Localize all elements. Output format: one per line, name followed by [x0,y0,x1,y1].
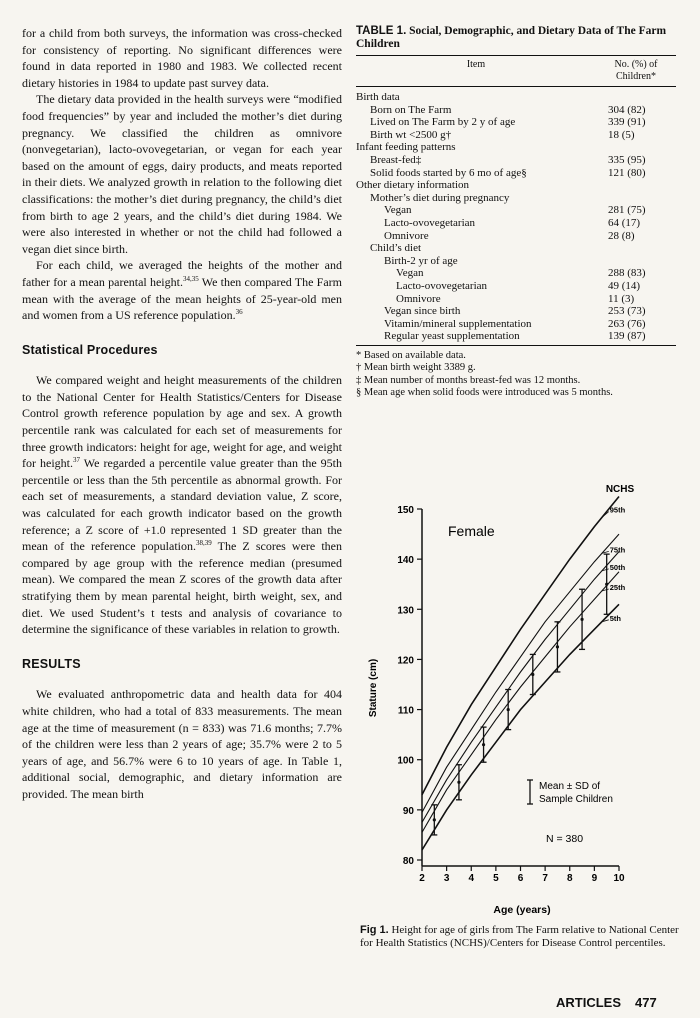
row-label: Vegan since birth [384,305,461,318]
footnote: † Mean birth weight 3389 g. [356,362,476,374]
row-label: Omnivore [396,292,441,305]
table-row [356,280,676,293]
x-tick-label: 4 [468,873,475,884]
sample-mean-point [580,618,583,621]
x-tick-label: 8 [566,873,573,884]
percentile-label-25th: 25th [609,582,626,592]
sample-mean-point [482,743,485,746]
heading-results: RESULTS [22,656,81,671]
nchs-label: NCHS [605,484,635,495]
table-row [356,179,676,192]
footnote: * Based on available data. [356,349,466,361]
growth-chart-figure [356,478,686,918]
percentile-label-5th: 5th [609,613,622,623]
row-label: Vitamin/mineral supplementation [384,317,532,330]
y-tick-label: 80 [402,856,414,867]
percentile-curve-5th [422,604,619,850]
table-title: Social, Demographic, and Dietary Data of The Farm Children [356,25,667,50]
row-value: 253 (73) [608,305,646,318]
percentile-curve-75th [422,534,619,812]
footnote: § Mean age when solid foods were introduced was 5 months. [356,387,613,399]
data-table [356,55,676,346]
y-tick-label: 90 [402,805,414,817]
table-row [356,217,676,230]
row-label: Mother’s diet during pregnancy [370,191,510,204]
panel-label-female: Female [448,523,495,539]
paragraph-1: for a child from both surveys, the information was cross-checked for consistency of reporting. No significant differences were found in data reported in 1980 and 1983. We collected recent dietary histories in 1984 to update past survey data. [22,26,342,90]
y-tick-label: 100 [397,755,414,767]
x-axis-label: Age (years) [493,904,551,916]
sample-mean-point [433,818,436,821]
row-value [596,242,676,255]
x-tick-label: 9 [591,873,598,884]
x-tick-label: 2 [419,873,425,884]
page-number: 477 [635,995,657,1010]
row-label: Child’s diet [370,242,422,255]
row-label: Regular yeast supplementation [356,330,596,345]
percentile-curve-95th [422,497,619,795]
table-row [356,116,676,129]
table-row [356,167,676,180]
row-label: Breast-fed‡ [370,153,422,166]
page-footer [556,995,657,1010]
heading-statistical-procedures: Statistical Procedures [22,342,158,357]
y-axis-label: Stature (cm) [368,658,379,718]
paragraph-4-part-c: The Z scores were then compared by age group with the reference median (presumed mean). We compared the mean Z scores of the growth data after stratifying them by mean parental height, birth weight, sex, and diet. We used Student’s t tests and analysis of covariance to determine the significance of these variables in relation to growth. [22,539,342,637]
row-value: 263 (76) [608,317,646,330]
table-row [356,255,676,268]
row-value: 121 (80) [608,166,646,179]
section-name: ARTICLES [556,995,621,1010]
paragraph-3-part-a: For each child, we averaged the heights of the mother and father for a mean parental height. [22,258,342,289]
figure-caption [360,924,680,950]
legend-text: Mean ± SD of [539,781,601,792]
table-row [356,293,676,306]
table-row [356,230,676,243]
row-value: 288 (83) [608,267,646,280]
legend-text: Sample Children [539,794,613,805]
citation-ref: 36 [235,308,243,317]
x-tick-label: 5 [493,873,499,884]
x-tick-label: 10 [613,873,625,884]
table-row [356,330,676,345]
percentile-label-95th: 95th [609,505,626,515]
x-tick-label: 7 [542,873,548,884]
y-tick-label: 120 [397,655,414,667]
row-label: Vegan [384,204,412,217]
row-label: Vegan [396,267,424,280]
citation-ref: 38,39 [196,539,212,548]
paragraph-4-part-b: We regarded a percentile value greater than the 95th percentile or less than the 5th percentile as abnormal growth. For each set of measurements, a standard deviation value, Z score, was calculated for each growth indicator based on the growth reference; a Z score of +1.0 represented 1 SD greater than the mean of the reference population. [22,456,342,554]
row-label: Birth data [356,91,400,103]
row-label: Birth-2 yr of age [384,254,458,267]
row-value: 64 (17) [608,216,641,229]
table-row [356,87,676,104]
left-column [22,25,342,803]
row-label: Born on The Farm [370,103,452,116]
table-row [356,192,676,205]
table-row [356,267,676,280]
row-value [596,87,676,104]
paragraph-5: We evaluated anthropometric data and health data for 404 white children, who had a total of 833 measurements. The mean age at the time of measurement (n = 833) was 71.6 months; 7.7% of the children were less than 2 years of age; 35.7% were 2 to 5 years of age, and 56.7% were 6 to 10 years of age. In Table 1, additional social, demographic, and dietary information are provided. The mean birth [22,687,342,801]
right-column [356,25,676,400]
sample-mean-point [605,583,608,586]
row-value [596,255,676,268]
row-label: Omnivore [384,229,429,242]
x-tick-label: 6 [517,873,524,884]
column-header-count: No. (%) of Children* [596,56,676,87]
table-caption [356,25,676,51]
y-tick-label: 140 [397,555,414,567]
growth-chart [356,478,686,918]
row-value: 139 (87) [596,330,676,345]
table-row [356,318,676,331]
percentile-label-75th: 75th [609,545,626,555]
y-tick-label: 150 [397,505,414,516]
column-header-item: Item [356,56,596,87]
table-row [356,154,676,167]
table-row [356,129,676,142]
row-value: 281 (75) [608,204,646,217]
percentile-label-50th: 50th [609,562,626,572]
row-label: Lived on The Farm by 2 y of age [370,116,516,129]
table-row [356,204,676,217]
sample-mean-point [531,673,534,676]
row-value: 49 (14) [608,279,641,292]
table-row [356,305,676,318]
table-row [356,242,676,255]
figure-label: Fig 1. [360,924,389,936]
sample-mean-point [457,781,460,784]
row-label: Other dietary information [356,179,470,192]
row-label: Lacto-ovovegetarian [396,279,488,292]
citation-ref: 37 [72,456,80,465]
sample-size-label: N = 380 [546,833,584,845]
paragraph-2: The dietary data provided in the health surveys were “modified food frequencies” by year and included the mother’s diet during pregnancy. We classified the children as omnivore (nonvegetarian), lacto-ovovegetarian, or vegan for each year based on the amount of eggs, dairy products, and meats reported in their diets. We analyzed growth in relation to the following diet classifications: the mother’s diet during pregnancy, the child’s diet from birth to age 2 years, and the child’s diet during 1984. We were also interested in whether or not the child had followed a vegan diet since birth. [22,92,342,256]
row-value [596,179,676,192]
x-tick-label: 3 [443,873,450,884]
citation-ref: 34,35 [182,274,199,283]
y-tick-label: 110 [397,705,414,717]
table-row [356,141,676,154]
row-value: 339 (91) [608,116,646,129]
row-value: 304 (82) [608,103,646,116]
row-label: Birth wt <2500 g† [370,128,452,141]
row-value: 335 (95) [608,153,646,166]
table-footnotes [356,350,676,400]
paragraph-4-part-a: We compared weight and height measurements of the children to the National Center for Health Statistics/Centers for Disease Control growth reference population by age and sex. A growth percentile rank was calculated for each set of measurements for three growth indicators: height for age, weight for age, and weight for height. [22,373,342,471]
row-label: Infant feeding patterns [356,141,456,154]
sample-mean-point [556,645,559,648]
footnote: ‡ Mean number of months breast-fed was 12 months. [356,374,581,386]
row-value: 28 (8) [608,229,635,242]
paragraph-3 [22,257,342,323]
sample-mean-point [507,708,510,711]
figure-caption-text: Height for age of girls from The Farm relative to National Center for Health Statistics (NCHS)/Centers for Disease Control percentiles. [360,924,679,949]
row-value: 18 (5) [608,128,635,141]
table-row [356,104,676,117]
table-label: TABLE 1. [356,25,407,37]
paragraph-4 [22,372,342,638]
row-label: Lacto-ovovegetarian [384,216,476,229]
plot-area [397,497,625,885]
row-value [596,141,676,154]
y-tick-label: 130 [397,605,414,617]
paragraph-3-part-b: We then compared The Farm mean with the average of the mean heights of 25-year-old men and women from a US reference population. [22,274,343,323]
row-value [596,192,676,205]
row-value: 11 (3) [608,292,635,305]
row-label: Solid foods started by 6 mo of age§ [370,166,527,179]
